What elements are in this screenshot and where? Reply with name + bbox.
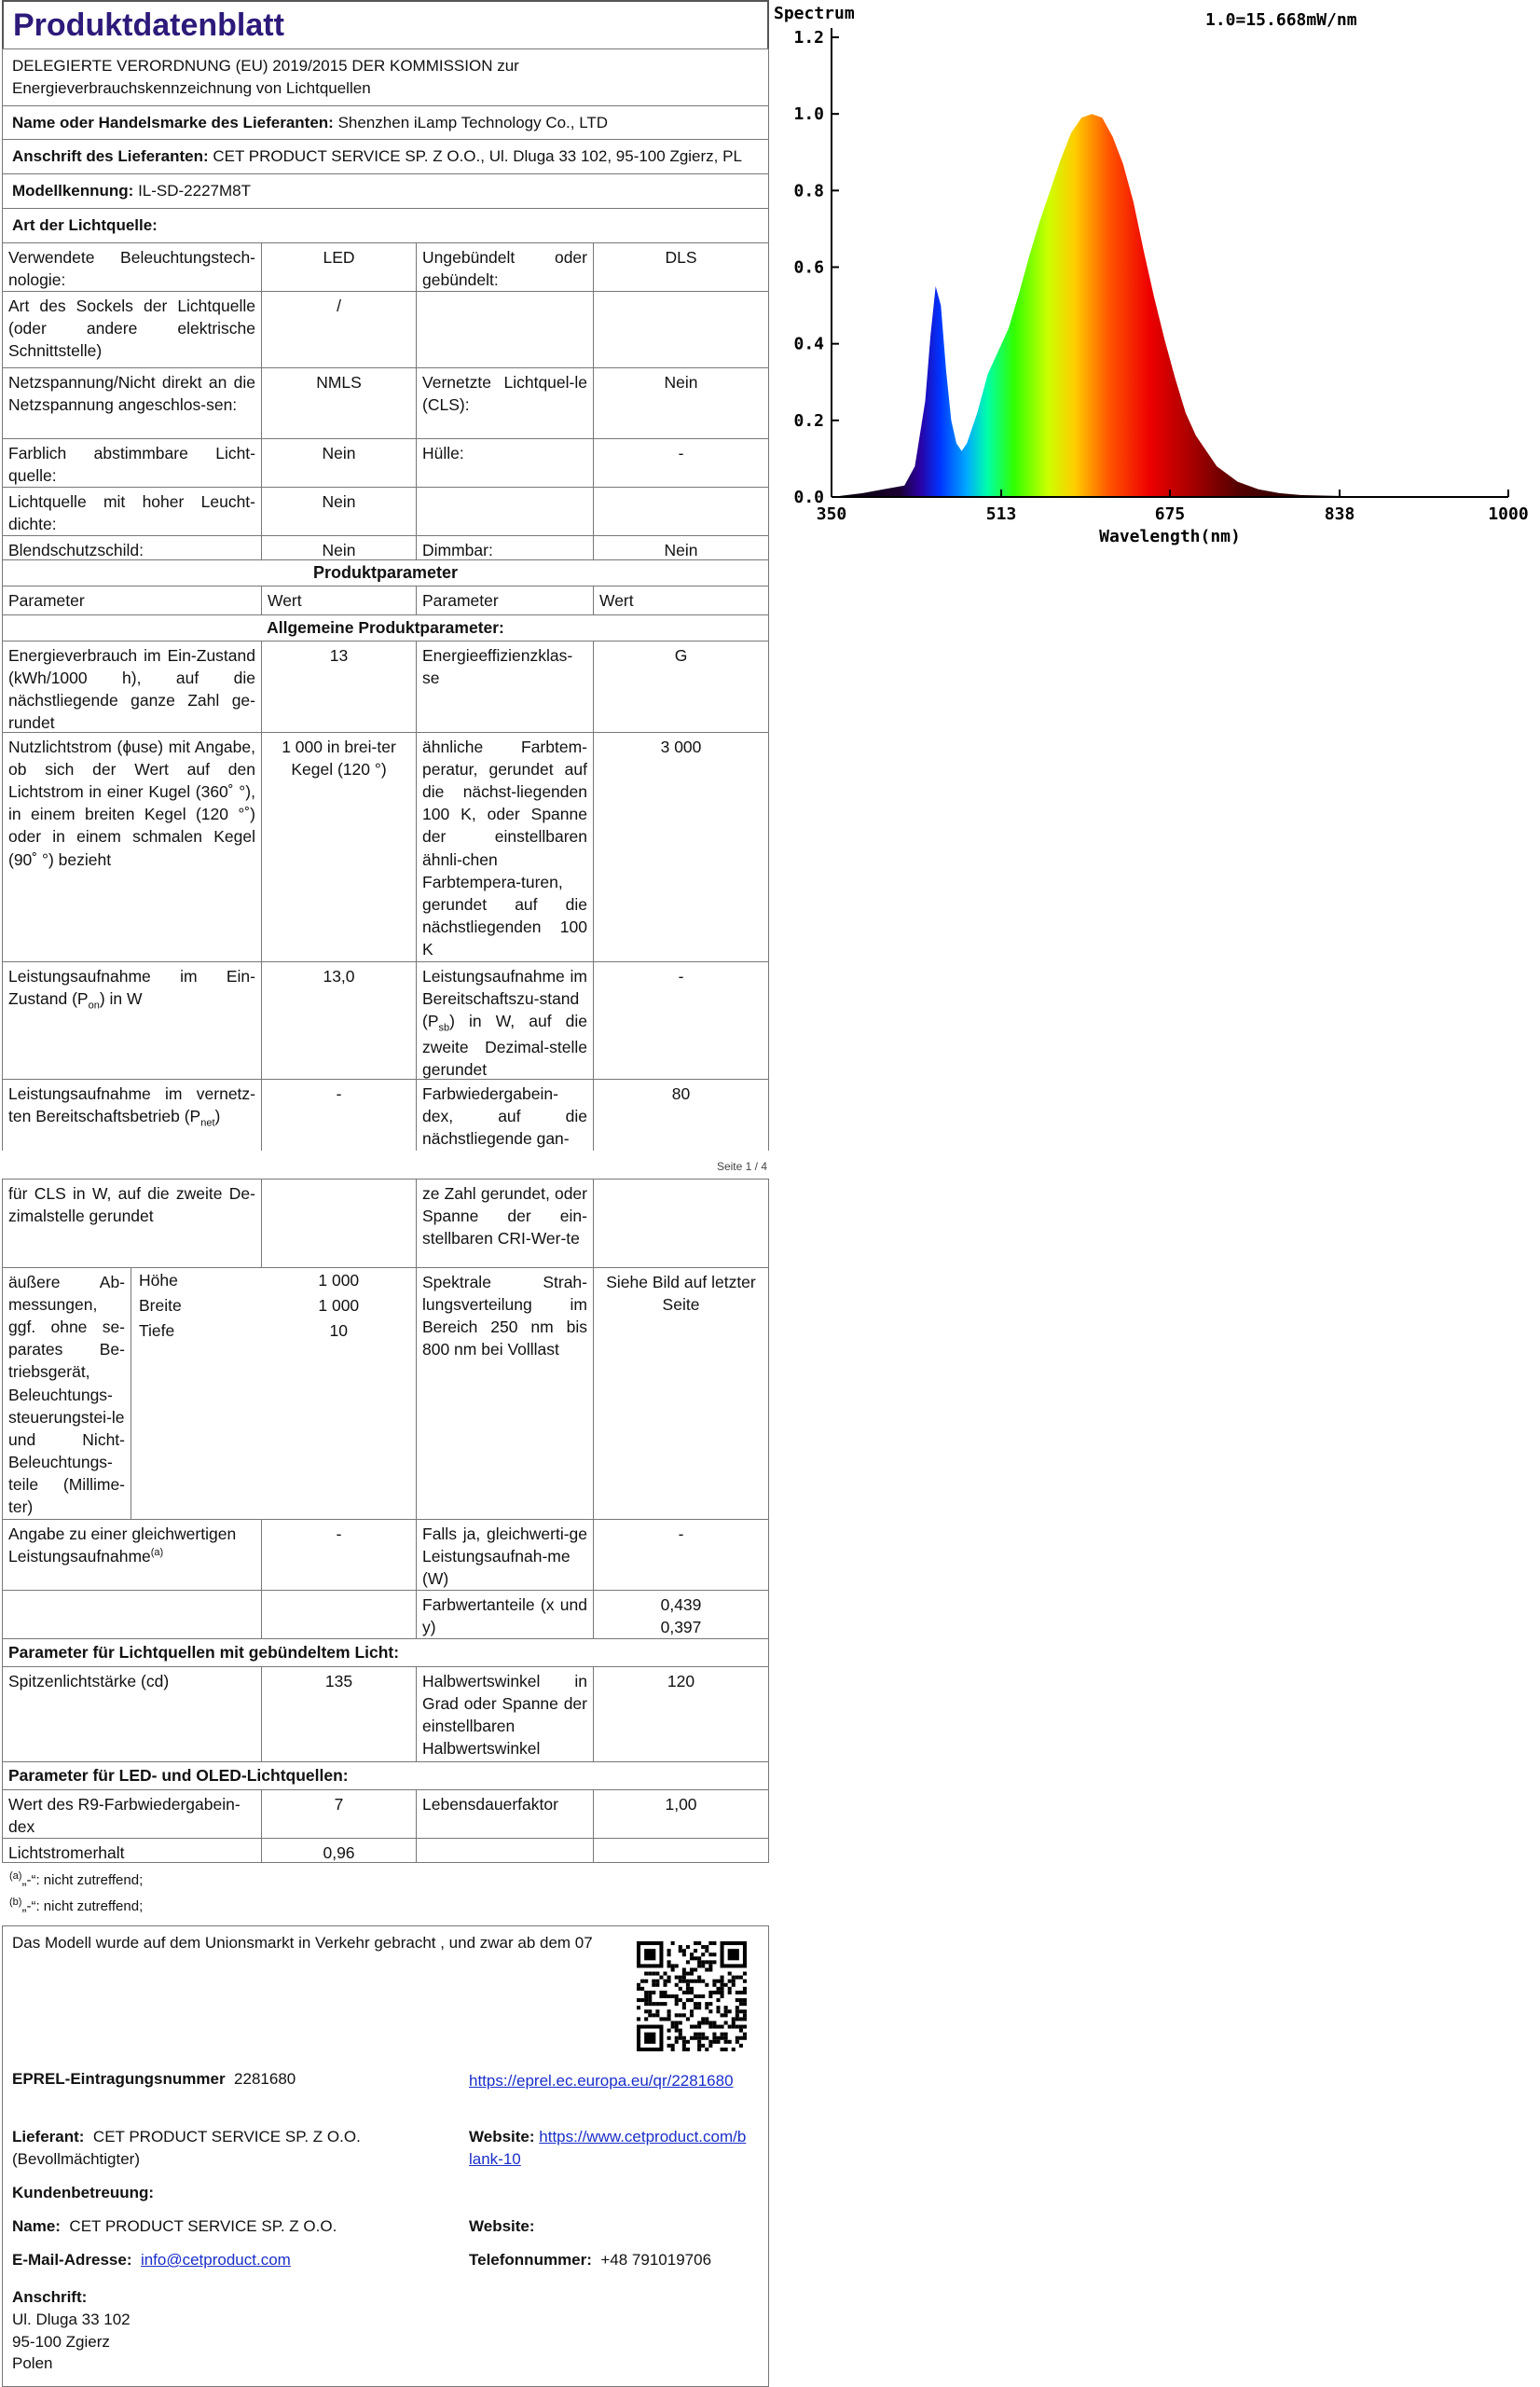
net-label-end: ) <box>214 1107 221 1126</box>
param-label: Wert des R9-Farbwiedergabein-dex <box>3 1790 262 1838</box>
param-label: Halbwertswinkel in Grad oder Spanne der einstellbaren Halbwertswinkel <box>417 1667 594 1761</box>
model-value: IL-SD-2227M8T <box>138 182 251 200</box>
y-tick-label: 0.6 <box>793 257 824 278</box>
table-row <box>2 292 769 368</box>
param-value: 13,0 <box>262 962 417 1079</box>
led-header: Parameter für LED- und OLED-Lichtquellen: <box>2 1762 769 1790</box>
power-on-label: Leistungsaufnahme im Ein-Zustand (P <box>8 966 255 1009</box>
param-value: 13 <box>262 642 417 732</box>
param-label: Lebensdauerfaktor <box>417 1790 594 1838</box>
col-header: Parameter <box>3 586 262 614</box>
param-value: 7 <box>262 1790 417 1838</box>
model-label: Modellkennung: <box>12 182 134 200</box>
y-tick-label: 0.2 <box>793 410 824 431</box>
supplier-value: Shenzhen iLamp Technology Co., LTD <box>337 113 609 131</box>
website-link[interactable]: https://www.cetproduct.com/blank-10 <box>469 2127 747 2168</box>
param-value: Nein <box>262 536 417 559</box>
table-row <box>2 733 769 962</box>
param-value: 3 000 <box>660 737 702 756</box>
eprel-label: EPREL-Eintragungsnummer <box>12 2069 226 2088</box>
table-row <box>2 1520 769 1591</box>
param-label: Hülle: <box>417 439 594 487</box>
table-row <box>2 1591 769 1639</box>
lieferant-web: Website: https://www.cetproduct.com/blank-10 <box>469 2127 747 2168</box>
dim-label: Tiefe <box>139 1320 175 1340</box>
footnote: $^{(a)}$„-“: nicht zutreffend; <box>9 1870 144 1888</box>
anschrift: Anschrift: Ul. Dluga 33 102 95-100 Zgierz Polen <box>12 2287 131 2373</box>
dim-label: Höhe <box>139 1270 178 1290</box>
x-tick-label: 513 <box>985 504 1017 524</box>
table-row <box>2 1790 769 1839</box>
equiv-label: Angabe zu einer gleichwertigen Leistungsaufnahme <box>8 1524 237 1566</box>
standby-label-end: ) in W, auf die zweite Dezimal-stelle gerundet <box>422 1012 587 1079</box>
table-row <box>2 488 769 536</box>
name-row: Name: CET PRODUCT SERVICE SP. Z O.O. <box>12 2216 337 2235</box>
param-value: LED <box>262 243 417 291</box>
dimensions-row <box>2 1268 769 1520</box>
page-number: Seite 1 / 4 <box>716 1159 767 1173</box>
y-tick-label: 0.4 <box>793 334 824 354</box>
address-value: CET PRODUCT SERVICE SP. Z O.O., Ul. Dluga 33 102, 95-100 Zgierz, PL <box>213 147 742 166</box>
param-value: - <box>678 1524 684 1543</box>
param-label: Falls ja, gleichwerti-ge Leistungsaufnah-me (W) <box>417 1520 594 1590</box>
table-row <box>2 368 769 439</box>
market-text: Das Modell wurde auf dem Unionsmarkt in Verkehr gebracht , und zwar ab dem 07 <box>12 1933 593 1952</box>
param-label: Spektrale Strah-lungsverteilung im Bereich 250 nm bis 800 nm bei Volllast <box>417 1268 594 1519</box>
page-title: Produktdatenblatt <box>2 0 769 48</box>
table-row <box>2 439 769 488</box>
spectrum-chart <box>772 0 1540 559</box>
param-label: Art des Sockels der Lichtquelle (oder andere elektrische Schnittstelle) <box>3 292 262 367</box>
param-label <box>3 962 262 1079</box>
chroma-y: 0,397 <box>660 1618 702 1637</box>
email-link[interactable]: info@cetproduct.com <box>140 2250 291 2269</box>
param-value: / <box>262 292 417 367</box>
table-row <box>2 1179 769 1268</box>
param-value <box>594 488 768 535</box>
param-value: - <box>262 1520 417 1590</box>
eprel-link[interactable]: https://eprel.ec.europa.eu/qr/2281680 <box>469 2071 734 2090</box>
param-value: Nein <box>664 540 698 559</box>
eprel-number: 2281680 <box>234 2069 296 2088</box>
dim-value: 10 <box>329 1320 349 1340</box>
lightsource-table <box>2 243 769 560</box>
param-value: 135 <box>262 1667 417 1761</box>
table-row <box>2 1667 769 1762</box>
param-value: - <box>678 966 684 986</box>
x-axis-label: Wavelength(nm) <box>1099 527 1241 546</box>
chroma-x: 0,439 <box>660 1594 702 1614</box>
param-value: 1 000 in brei-ter Kegel (120 °) <box>262 733 417 961</box>
net-label: Leistungsaufnahme im vernetz-ten Bereitschaftsbetrieb (P <box>8 1083 255 1126</box>
param-label: Farbwertanteile (x und y) <box>417 1591 594 1638</box>
dim-value: 1 000 <box>318 1270 360 1290</box>
param-value <box>262 1180 417 1267</box>
param-label: Netzspannung/Nicht direkt an die Netzspannung angeschlos-sen: <box>3 368 262 438</box>
qr-code-icon <box>637 1941 747 2051</box>
spectrum-area <box>832 114 1508 497</box>
address-label: Anschrift des Lieferanten: <box>12 147 209 166</box>
param-value: 0,96 <box>262 1839 417 1862</box>
chart-title: Spectrum <box>774 4 855 23</box>
footnote-mark: (a) <box>150 1547 164 1559</box>
table-row <box>2 962 769 1080</box>
param-label: Dimmbar: <box>417 536 594 559</box>
param-label: Lichtquelle mit hoher Leucht-dichte: <box>3 488 262 535</box>
lieferant-row: Lieferant: CET PRODUCT SERVICE SP. Z O.O. (Bevollmächtigter) <box>12 2127 361 2168</box>
y-tick-label: 1.2 <box>793 28 824 48</box>
param-value <box>594 292 768 367</box>
param-value: Nein <box>262 439 417 487</box>
param-label: Energieeffizienzklas-se <box>417 642 594 732</box>
params-header: Produktparameter <box>2 560 769 586</box>
param-value: DLS <box>665 247 697 267</box>
param-label <box>417 292 594 367</box>
param-label: Verwendete Beleuchtungstech-nologie: <box>3 243 262 291</box>
col-header: Parameter <box>417 586 594 614</box>
address-row <box>2 140 769 174</box>
sub-net: net <box>200 1117 215 1129</box>
column-headers <box>2 586 769 615</box>
chart-annotation: 1.0=15.668mW/nm <box>1205 10 1357 30</box>
x-tick-label: 838 <box>1324 504 1355 524</box>
supplier-label: Name oder Handelsmarke des Lieferanten: <box>12 113 334 131</box>
sub-on: on <box>88 1000 100 1012</box>
param-label <box>417 962 594 1079</box>
param-value: Nein <box>664 372 698 392</box>
dims-values <box>131 1268 417 1519</box>
param-value: 1,00 <box>665 1794 697 1814</box>
standby-label: Leistungsaufnahme im Bereitschaftszu-stand (P <box>422 966 587 1031</box>
phone-row: Telefonnummer: +48 791019706 <box>469 2250 712 2269</box>
table-row <box>2 1839 769 1863</box>
param-value: Nein <box>262 488 417 535</box>
param-label: für CLS in W, auf die zweite De-zimalstelle gerundet <box>3 1180 262 1267</box>
supplier-row <box>2 106 769 141</box>
dims-label: äußere Ab-messungen, ggf. ohne se-parates Be-triebsgerät, Beleuchtungs-steuerungstei-le und Nicht-Beleuchtungs-teile (Millime-ter) <box>3 1268 131 1519</box>
param-value <box>594 1180 768 1267</box>
table-row <box>2 1080 769 1151</box>
param-label <box>417 488 594 535</box>
datasheet <box>2 0 769 2387</box>
param-label: Farblich abstimmbare Licht-quelle: <box>3 439 262 487</box>
param-label: Spitzenlichtstärke (cd) <box>3 1667 262 1761</box>
col-header: Wert <box>262 586 417 614</box>
y-tick-label: 0.8 <box>793 181 824 201</box>
param-value: NMLS <box>262 368 417 438</box>
col-header: Wert <box>599 590 634 610</box>
dim-label: Breite <box>139 1295 182 1315</box>
param-label: Blendschutzschild: <box>3 536 262 559</box>
param-label: ze Zahl gerundet, oder Spanne der ein-stellbaren CRI-Wer-te <box>417 1180 594 1267</box>
eprel-row <box>12 2070 296 2089</box>
param-label <box>3 1520 262 1590</box>
model-row <box>2 174 769 209</box>
kunden-label: Kundenbetreuung: <box>12 2183 155 2201</box>
general-header: Allgemeine Produktparameter: <box>2 615 769 642</box>
y-tick-label: 1.0 <box>793 104 824 125</box>
param-value: 80 <box>671 1083 691 1103</box>
lieferant-value: CET PRODUCT SERVICE SP. Z O.O. (Bevollmächtigter) <box>12 2127 361 2168</box>
param-value <box>594 1591 768 1638</box>
power-on-label-end: ) in W <box>99 989 143 1009</box>
table-row <box>2 536 769 560</box>
param-label: Ungebündelt oder gebündelt: <box>417 243 594 291</box>
param-label <box>3 1080 262 1151</box>
param-label: ähnliche Farbtem-peratur, gerundet auf die nächst-liegenden 100 K, oder Spanne der einstellbaren ähnli-chen Farbtempera-turen, gerundet auf die nächstliegenden 100 K <box>417 733 594 961</box>
param-label: Energieverbrauch im Ein-Zustand (kWh/1000 h), auf die nächstliegende ganze Zahl ge-rundet <box>3 642 262 732</box>
param-label: Lichtstromerhalt <box>3 1839 262 1862</box>
param-label: Farbwiedergabein-dex, auf die nächstliegende gan- <box>417 1080 594 1151</box>
x-tick-label: 1000 <box>1488 504 1529 524</box>
param-value: Siehe Bild auf letzter Seite <box>606 1272 756 1315</box>
contact-box <box>2 1925 769 2387</box>
email-row: E-Mail-Adresse: info@cetproduct.com <box>12 2250 291 2269</box>
table-row <box>2 642 769 733</box>
sub-sb: sb <box>438 1022 450 1034</box>
lightsource-type: Art der Lichtquelle: <box>2 209 769 243</box>
param-label: Vernetzte Lichtquel-le (CLS): <box>417 368 594 438</box>
param-value: G <box>674 645 688 665</box>
param-value: - <box>262 1080 417 1151</box>
param-label: Nutzlichtstrom (ɸuse) mit Angabe, ob sich der Wert auf den Lichtstrom in einer Kugel (360˚ °), in einem breiten Kegel (120 °˚) oder in einem schmalen Kegel (90˚ °) bezieht <box>3 733 262 961</box>
x-tick-label: 675 <box>1154 504 1186 524</box>
table-row <box>2 243 769 292</box>
regulation: DELEGIERTE VERORDNUNG (EU) 2019/2015 DER KOMMISSION zur Energieverbrauchskennzeichnung von Lichtquellen <box>2 48 769 106</box>
param-value: 120 <box>667 1671 695 1690</box>
spectrum-svg <box>772 0 1540 559</box>
dim-value: 1 000 <box>318 1295 360 1315</box>
y-tick-label: 0.0 <box>793 488 824 507</box>
x-tick-label: 350 <box>816 504 847 524</box>
website-label: Website: <box>469 2216 535 2235</box>
param-value: - <box>678 443 684 462</box>
beam-header: Parameter für Lichtquellen mit gebündeltem Licht: <box>2 1639 769 1667</box>
footnote: $^{(b)}$„-“: nicht zutreffend; <box>9 1897 144 1915</box>
